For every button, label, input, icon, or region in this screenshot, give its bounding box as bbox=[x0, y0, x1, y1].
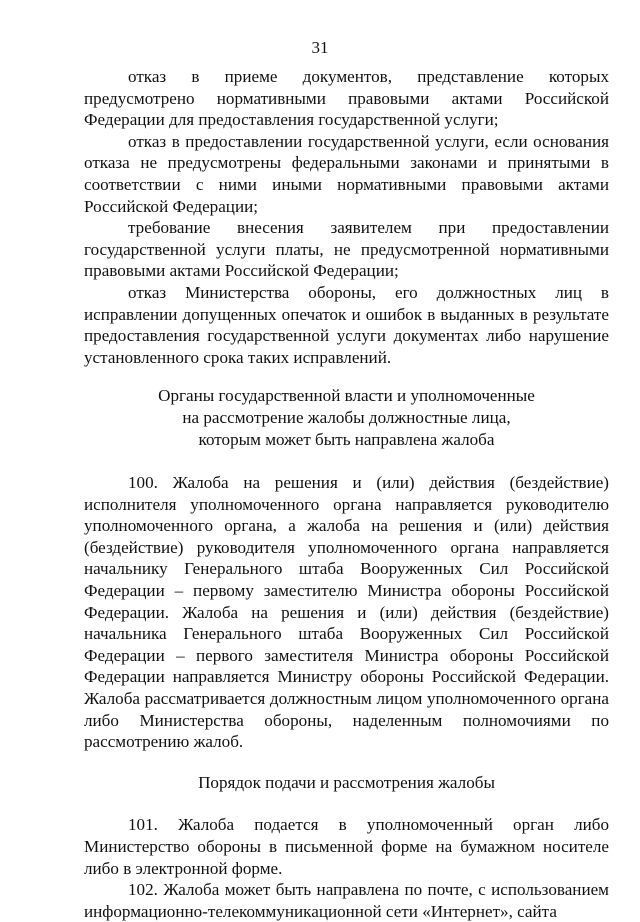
paragraph-refusal-documents: отказ в приеме документов, представление которых предусмотрено нормативными правовыми актами Российской Федерации для предоставления государственной услуги; bbox=[84, 67, 609, 130]
paragraph-101: 101. Жалоба подается в уполномоченный орган либо Министерство обороны в письменной форме на бумажном носителе либо в электронной форме. bbox=[84, 815, 609, 878]
section-heading-line: на рассмотрение жалобы должностные лица, bbox=[182, 407, 511, 427]
section-heading-line: Органы государственной власти и уполномоченные bbox=[158, 386, 535, 406]
paragraph-fee-requirement: требование внесения заявителем при предоставлении государственной услуги платы, не предусмотренной нормативными правовыми актами Российской Федерации; bbox=[84, 218, 609, 281]
paragraph-100: 100. Жалоба на решения и (или) действия (бездействие) исполнителя уполномоченного органа направляется руководителю уполномоченного органа, а жалоба на решения и (или) действия (бездействие) руководителя уполномоченного органа направляется начальнику Генерального штаба Вооруженных Сил Российской Федерации – первому заместителю Министра обороны Российской Федерации. Жалоба на решения и (или) действия (бездействие) начальника Генерального штаба Вооруженных Сил Российской Федерации – первого заместителя Министра обороны Российской Федерации направляется Министру обороны Российской Федерации. Жалоба рассматривается должностным лицом уполномоченного органа либо Министерства обороны, наделенным полномочиями по рассмотрению жалоб. bbox=[84, 473, 609, 752]
section-heading-procedure: Порядок подачи и рассмотрения жалобы bbox=[198, 772, 495, 792]
section-heading-line: которым может быть направлена жалоба bbox=[198, 429, 495, 449]
paragraph-102: 102. Жалоба может быть направлена по почте, с использованием информационно-телекоммуникационной сети «Интернет», сайта bbox=[84, 880, 609, 921]
paragraph-refusal-service: отказ в предоставлении государственной услуги, если основания отказа не предусмотрены федеральными законами и принятыми в соответствии с ними иными нормативными правовыми актами Российской Федерации; bbox=[84, 131, 609, 216]
page-number: 31 bbox=[311, 38, 329, 57]
page-body bbox=[84, 66, 609, 922]
paragraph-refusal-corrections: отказ Министерства обороны, его должностных лиц в исправлении допущенных опечаток и ошибок в выданных в результате предоставления государственной услуги документах либо нарушение установленного срока таких исправлений. bbox=[84, 282, 609, 367]
section-heading-authorities bbox=[84, 385, 609, 450]
